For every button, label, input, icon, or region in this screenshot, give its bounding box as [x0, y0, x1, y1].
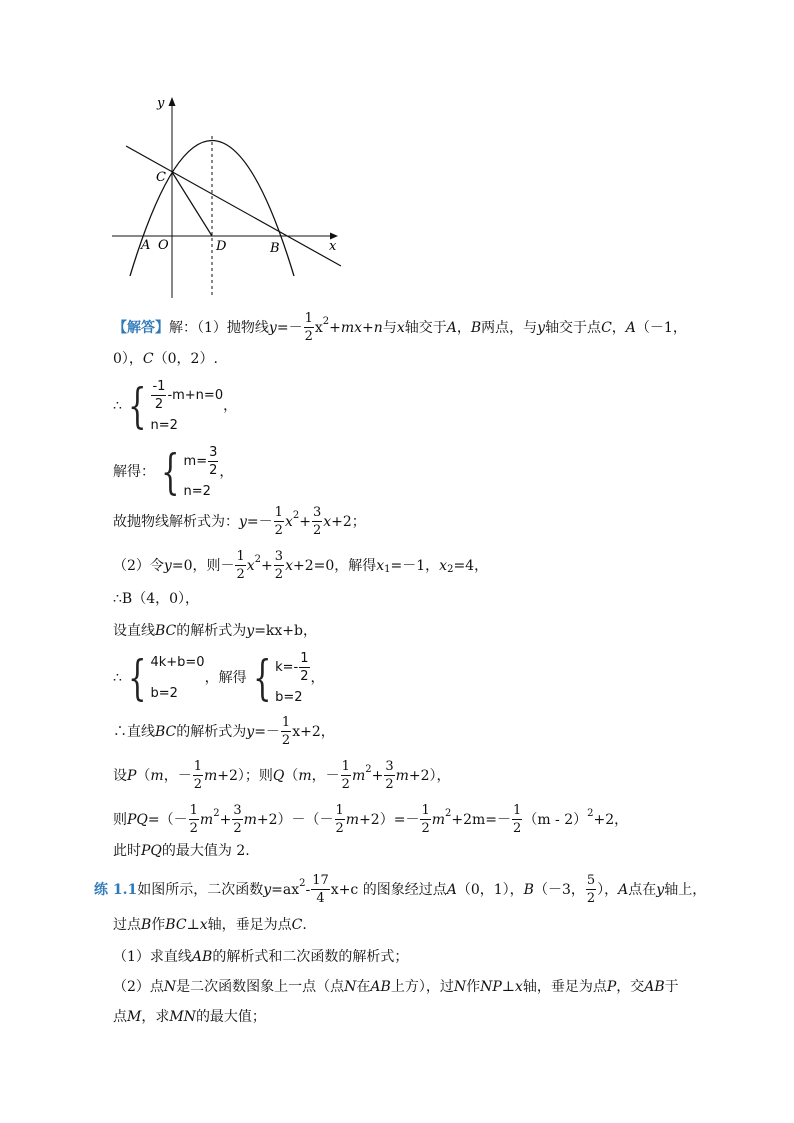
text: 解得：	[113, 464, 155, 480]
parabola-expression-line: 故抛物线解析式为： y =－ $\frac{1}{2}$ x 2 + $\frac{3}{2}$ x +2 ；	[113, 505, 366, 538]
text: b=2	[275, 690, 303, 705]
exercise-line-1: 练 1.1 如图所示，二次函数 y =ax 2 - $\frac{17}{4}$ x+c 的图象经过点 A （0，1）， B （－3， $\frac{5}{2}$ ）， A 点在 y 轴上，	[94, 873, 707, 906]
text: 的解析式和二次函数的解析式；	[212, 949, 409, 965]
text: n=2	[150, 418, 178, 433]
text: ⊥	[186, 917, 200, 933]
text: 解：（1）抛物线	[169, 319, 269, 336]
text: +2），	[408, 767, 451, 784]
text: （1）求直线	[113, 949, 192, 965]
text: ，	[219, 464, 234, 480]
pq-line: 则 PQ =（－ $\frac{1}{2}$ m 2 + $\frac{3}{2}$ m +2）－（－ $\frac{1}{2}$ m +2）=－ $\frac{1}{2}$ m 2 +2m=－ $\frac{1}{2}$ （m - 2） 2 +2，	[113, 803, 629, 836]
text: m=	[183, 454, 208, 469]
text: 轴上，	[664, 881, 707, 898]
text: 轴交于点	[545, 319, 602, 336]
text: =kx+b，	[254, 623, 317, 639]
text: 的解析式为	[176, 723, 247, 740]
therefore-symbol: ∴	[113, 670, 122, 686]
text: .	[302, 917, 307, 933]
answer-line-2: 0）， C （0，2）.	[113, 351, 218, 367]
text: +2m=－	[451, 811, 512, 828]
label-y: y	[157, 96, 165, 111]
text: 点在	[628, 881, 657, 898]
text: =－1，	[390, 557, 440, 574]
label-a: A	[141, 238, 151, 253]
text: 设直线	[113, 623, 155, 639]
text: 轴，垂足为点	[207, 917, 292, 933]
text: 与	[382, 319, 397, 336]
exercise-tag: 练 1.1	[94, 881, 138, 898]
text: +	[219, 811, 232, 828]
text: =0，则－	[171, 557, 235, 574]
text: ，	[310, 670, 325, 686]
text: （m - 2）	[523, 811, 588, 828]
text: n=2	[183, 484, 211, 499]
text: x+2，	[292, 723, 335, 740]
text: （0，1），	[456, 881, 524, 898]
text: ，交	[616, 979, 645, 995]
text: -	[305, 881, 311, 898]
text: ，	[223, 398, 238, 414]
text: （－1，	[635, 319, 687, 336]
text: +	[371, 767, 384, 784]
label-b: B	[270, 241, 280, 256]
text: +2）－（－	[256, 811, 334, 828]
text: 上方），过	[390, 979, 454, 995]
text: x+c 的图象经过点	[330, 881, 447, 898]
text: =（－	[147, 811, 188, 828]
text: +2）；则	[217, 767, 273, 784]
exercise-question-2-cont: 点 M ，求 MN 的最大值；	[113, 1009, 266, 1025]
text: 的解析式为	[176, 623, 247, 639]
b-coordinate-line	[113, 592, 199, 606]
segment-cd	[172, 172, 212, 236]
text: 过点	[113, 917, 141, 933]
text: ，求	[141, 1009, 170, 1025]
text: =4，	[453, 557, 489, 574]
text: 轴，垂足为点	[522, 979, 607, 995]
text: 如图所示，二次函数	[137, 881, 264, 898]
y-axis-arrow	[169, 97, 176, 106]
text: 故抛物线解析式为：	[113, 513, 239, 530]
bc-result-line: ∴直线 BC 的解析式为 y =－ $\frac{1}{2}$ x+2，	[113, 715, 335, 748]
system-2: 解得： { m= $\frac{3}{2}$ n=2 ，	[113, 444, 234, 500]
text: 两点，与	[481, 319, 538, 336]
text: 则	[113, 811, 127, 828]
label-c: C	[156, 170, 166, 185]
text: ，－	[311, 767, 340, 784]
text: 轴交于	[404, 319, 447, 336]
text: ∴B（4，0），	[113, 591, 200, 607]
parabola-diagram	[108, 88, 348, 300]
text: 设	[113, 767, 127, 784]
set-p-q-line: 设 P （ m ，－ $\frac{1}{2}$ m +2）；则 Q （ m ，－ $\frac{1}{2}$ m 2 + $\frac{3}{2}$ m +2），	[113, 759, 451, 792]
text: （2）令	[113, 557, 164, 574]
label-o: O	[158, 238, 169, 253]
parabola-figure	[108, 88, 348, 300]
part-2-line: （2）令 y =0，则－ $\frac{1}{2}$ x 2 + $\frac{3}{2}$ x +2=0，解得 x 1 =－1， x 2 =4，	[113, 549, 489, 582]
text: ），	[597, 881, 619, 898]
text: 是二次函数图象上一点（点	[176, 979, 345, 995]
system-1: ∴ { $\frac{-1}{2}$ -m+n=0 n=2 ，	[113, 378, 238, 434]
text: ⊥	[501, 979, 515, 995]
text: 点	[113, 1009, 127, 1025]
label-d: D	[216, 239, 227, 254]
exercise-line-2: 过点 B 作 BC ⊥ x 轴，垂足为点 C .	[113, 917, 307, 933]
answer-line-1: 【解答】 解：（1）抛物线 y =－ $\frac{1}{2}$ x 2 + mx + n 与 x 轴交于 A ， B 两点，与 y 轴交于点 C ， A （－1，	[113, 311, 687, 344]
text: （2）点	[113, 979, 164, 995]
text: 此时	[113, 843, 141, 859]
text: +2，	[593, 811, 629, 828]
text: ；	[351, 513, 366, 530]
text: =ax	[271, 881, 300, 898]
set-bc-line: 设直线 BC 的解析式为 y =kx+b，	[113, 623, 317, 639]
exercise-question-2: （2）点 N 是二次函数图象上一点（点 N 在 AB 上方），过 N 作 NP ⊥ x 轴，垂足为点 P ，交 AB 于	[113, 979, 679, 995]
text: +2=0，解得	[292, 557, 377, 574]
text: ，解得	[204, 670, 247, 686]
answer-tag: 【解答】	[113, 319, 169, 336]
text: b=2	[150, 686, 178, 701]
text: 在	[356, 979, 371, 995]
text: ∴直线	[113, 723, 155, 740]
text: （－3，	[533, 881, 585, 898]
text: （	[284, 767, 299, 784]
text: =－	[254, 723, 280, 740]
text: 作	[151, 917, 166, 933]
text: 于	[664, 979, 679, 995]
system-3-4: ∴ { 4k+b=0 b=2 ，解得 { k=- $\frac{1}{2}$ b=2 ，	[113, 650, 325, 706]
exercise-question-1: （1）求直线 AB 的解析式和二次函数的解析式；	[113, 949, 409, 965]
text: k=-	[275, 660, 299, 675]
text: -m+n=0	[167, 388, 224, 403]
text: 作	[466, 979, 481, 995]
text: 的最大值；	[195, 1009, 266, 1025]
text: ，	[611, 319, 626, 336]
text: 4k+b=0	[150, 655, 205, 670]
text: 的最大值为 2.	[161, 843, 250, 859]
text: （	[136, 767, 151, 784]
text: （0，2）.	[153, 351, 218, 367]
text: +2）=－	[359, 811, 420, 828]
text: ，－	[163, 767, 192, 784]
therefore-symbol: ∴	[113, 398, 122, 414]
text: 0），	[113, 351, 143, 367]
label-x: x	[329, 239, 337, 254]
max-line: 此时 PQ 的最大值为 2.	[113, 843, 250, 859]
